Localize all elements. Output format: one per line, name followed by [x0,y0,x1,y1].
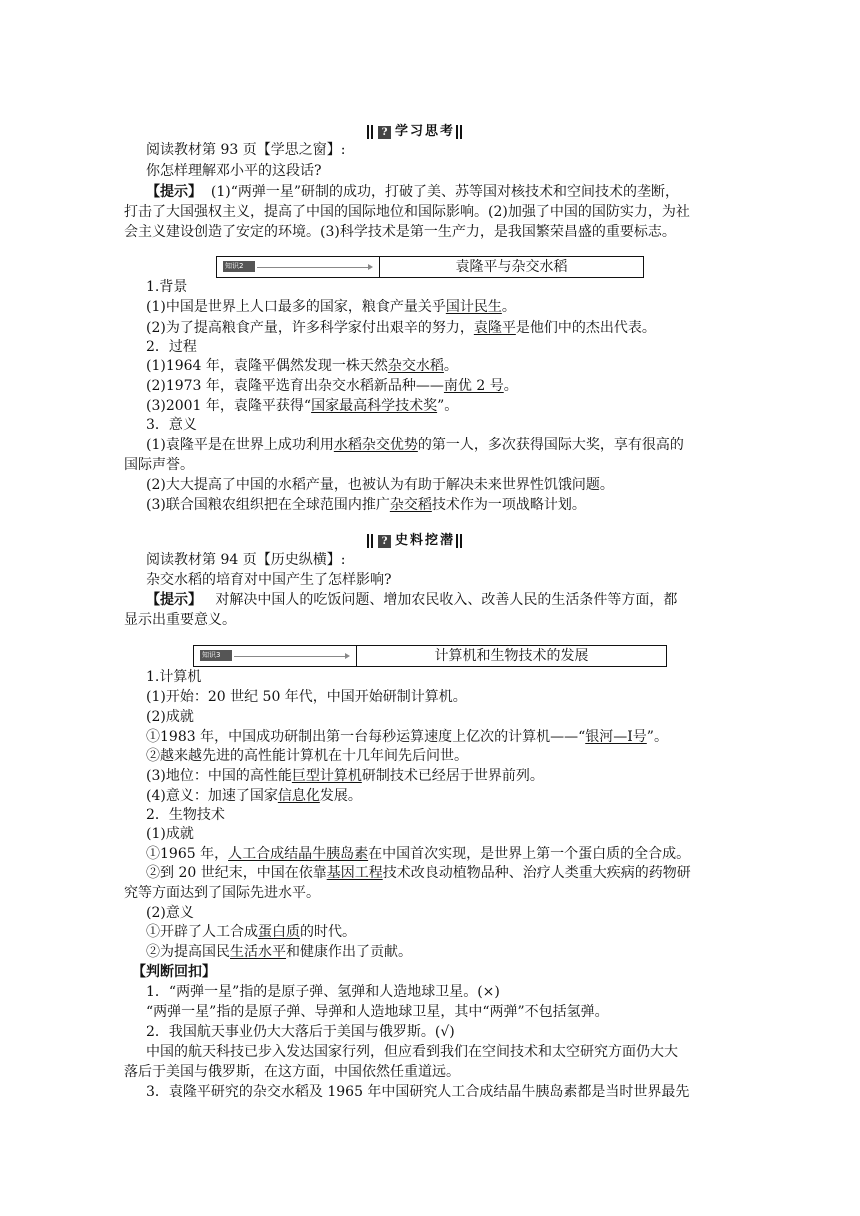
judge-answer-2-line-1: 中国的航天科技已步入发达国家行列，但应看到我们在空间技术和太空研究方面仍大大 [146,1044,678,1060]
knowledge-3-title: 计算机和生物技术的发展 [434,648,589,664]
section-heading-history: ? 史料挖潜 [366,533,463,550]
arrow-icon [257,267,371,268]
study-hint-line-3: 会主义建设创造了安定的环境。(3)科学技术是第一生产力，是我国繁荣昌盛的重要标志。 [124,224,676,240]
biotech-item-2a: ①开辟了人工合成蛋白质的时代。 [146,924,356,940]
computer-item-1: (1)开始：20 世纪 50 年代，中国开始研制计算机。 [146,689,467,705]
history-hint-line-2: 显示出重要意义。 [124,612,236,628]
judge-question-2: 2．我国航天事业仍大大落后于美国与俄罗斯。(√) [146,1024,455,1040]
knowledge-2-title: 袁隆平与杂交水稻 [455,259,568,275]
question-mark-icon: ? [378,126,391,139]
process-item-1: (1)1964 年，袁隆平偶然发现一株天然杂交水稻。 [146,358,458,374]
heading-significance: 3．意义 [146,417,197,433]
history-hint-line-1: 【提示】 对解决中国人的吃饭问题、增加农民收入、改善人民的生活条件等方面，都 [146,592,678,608]
knowledge-3-header [193,645,667,667]
study-hint-line-1: 【提示】 (1)“两弹一星”研制的成功，打破了美、苏等国对核技术和空间技术的垄断， [146,184,680,200]
computer-item-2: (2)成就 [146,709,194,725]
significance-item-2: (2)大大提高了中国的水稻产量，也被认为有助于解决未来世界性饥饿问题。 [146,477,614,493]
process-item-2: (2)1973 年，袁隆平选育出杂交水稻新品种——南优 2 号。 [146,378,518,394]
biotech-item-1a: ①1965 年，人工合成结晶牛胰岛素在中国首次实现，是世界上第一个蛋白质的全合成。 [146,846,691,862]
knowledge-tag: 知识2 [223,261,255,272]
significance-item-1-cont: 国际声誉。 [124,457,194,473]
biotech-item-2: (2)意义 [146,905,194,921]
arrow-icon [234,656,348,657]
background-item-2: (2)为了提高粮食产量，许多科学家付出艰辛的努力，袁隆平是他们中的杰出代表。 [146,320,656,336]
computer-item-2a: ①1983 年，中国成功研制出第一台每秒运算速度上亿次的计算机——“银河—Ⅰ号”。 [146,729,668,745]
biotech-item-2b: ②为提高国民生活水平和健康作出了贡献。 [146,944,412,960]
heading-computer: 1.计算机 [146,669,202,685]
computer-item-3: (3)地位：中国的高性能巨型计算机研制技术已经居于世界前列。 [146,768,544,784]
heading-background: 1.背景 [146,279,188,295]
knowledge-2-header [216,256,644,278]
study-question: 你怎样理解邓小平的这段话? [146,163,322,179]
biotech-item-1: (1)成就 [146,826,194,842]
heading-process: 2．过程 [146,339,197,355]
process-item-3: (3)2001 年，袁隆平获得“国家最高科学技术奖”。 [146,398,459,414]
section-heading-study: ? 学习思考 [366,124,463,141]
history-intro: 阅读教材第 94 页【历史纵横】: [146,552,346,568]
computer-item-4: (4)意义：加速了国家信息化发展。 [146,788,362,804]
heading-biotech: 2．生物技术 [146,807,225,823]
judge-question-1: 1．“两弹一星”指的是原子弹、氢弹和人造地球卫星。(×) [146,984,500,1000]
judge-question-3: 3．袁隆平研究的杂交水稻及 1965 年中国研究人工合成结晶牛胰岛素都是当时世界最先 [146,1084,690,1100]
background-item-1: (1)中国是世界上人口最多的国家，粮食产量关乎国计民生。 [146,299,516,315]
judge-answer-2-line-2: 落后于美国与俄罗斯，在这方面，中国依然任重道远。 [124,1064,460,1080]
study-hint-line-2: 打击了大国强权主义，提高了中国的国际地位和国际影响。(2)加强了中国的国防实力，为社 [124,204,690,220]
computer-item-2b: ②越来越先进的高性能计算机在十几年间先后问世。 [146,748,468,764]
biotech-item-1b-cont: 究等方面达到了国际先进水平。 [124,885,320,901]
study-intro: 阅读教材第 93 页【学思之窗】: [146,142,346,158]
question-mark-icon: ? [378,535,391,548]
history-question: 杂交水稻的培育对中国产生了怎样影响? [146,572,392,588]
judge-answer-1: “两弹一星”指的是原子弹、导弹和人造地球卫星，其中“两弹”不包括氢弹。 [146,1004,609,1020]
significance-item-1: (1)袁隆平是在世界上成功利用水稻杂交优势的第一人，多次获得国际大奖，享有很高的 [146,437,684,453]
significance-item-3: (3)联合国粮农组织把在全球范围内推广杂交稻技术作为一项战略计划。 [146,497,586,513]
biotech-item-1b: ②到 20 世纪末，中国在依靠基因工程技术改良动植物品种、治疗人类重大疾病的药物研 [146,865,691,881]
judge-title: 【判断回扣】 [132,964,216,980]
knowledge-tag: 知识3 [200,650,232,661]
